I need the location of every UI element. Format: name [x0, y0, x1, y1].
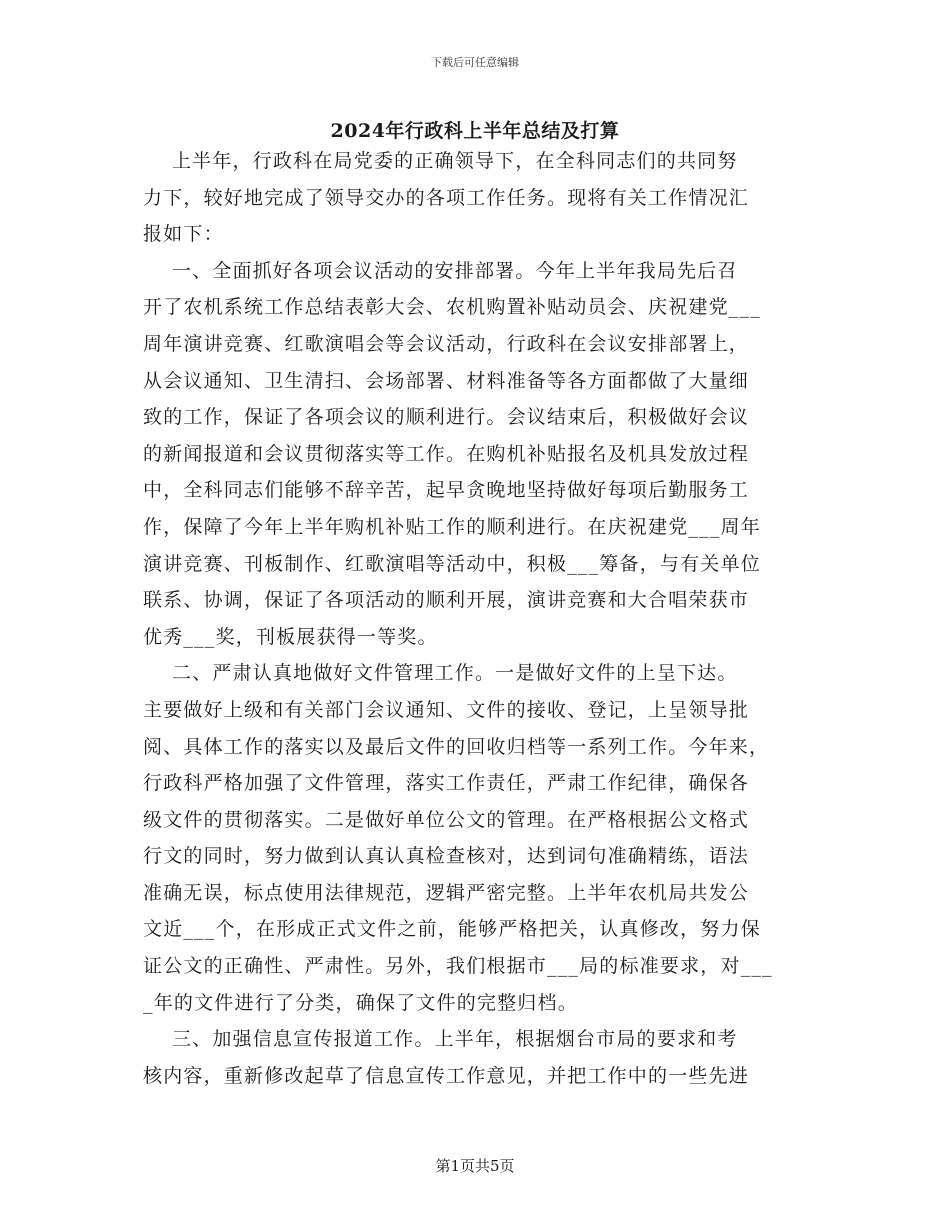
document-title: 2024年行政科上半年总结及打算: [330, 120, 620, 142]
page-number: 第1页共5页: [435, 1157, 515, 1175]
body-line: 行文的同时，努力做到认真认真检查核对，达到词句准确精练，语法: [143, 845, 750, 868]
body-line: 作，保障了今年上半年购机补贴工作的顺利进行。在庆祝建党___周年: [143, 515, 761, 538]
body-line: 的新闻报道和会议贯彻落实等工作。在购机补贴报名及机具发放过程: [143, 442, 750, 465]
body-line: 致的工作，保证了各项会议的顺利进行。会议结束后，积极做好会议: [143, 406, 750, 429]
body-line: 周年演讲竞赛、红歌演唱会等会议活动，行政科在会议安排部署上，: [143, 332, 750, 355]
body-line: _年的文件进行了分类，确保了文件的完整归档。: [143, 991, 578, 1014]
body-line: 中，全科同志们能够不辞辛苦，起早贪晚地坚持做好每项后勤服务工: [143, 479, 750, 502]
body-line: 二、严肃认真地做好文件管理工作。一是做好文件的上呈下达。: [143, 662, 738, 685]
body-line: 开了农机系统工作总结表彰大会、农机购置补贴动员会、庆祝建党___: [143, 296, 761, 319]
body-line: 行政科严格加强了文件管理，落实工作责任，严肃工作纪律，确保各: [143, 772, 750, 795]
body-line: 报如下：: [143, 223, 224, 246]
body-line: 文近___个，在形成正式文件之前，能够严格把关，认真修改，努力保: [143, 918, 761, 941]
body-line: 优秀___奖，刊板展获得一等奖。: [143, 625, 438, 648]
header-note: 下载后可任意编辑: [431, 56, 519, 69]
body-line: 一、全面抓好各项会议活动的安排部署。今年上半年我局先后召: [143, 259, 738, 282]
body-line: 力下，较好地完成了领导交办的各项工作任务。现将有关工作情况汇: [143, 186, 750, 209]
body-line: 联系、协调，保证了各项活动的顺利开展，演讲竞赛和大合唱荣获市: [143, 589, 750, 612]
body-line: 阅、具体工作的落实以及最后文件的回收归档等一系列工作。今年来，: [143, 735, 770, 758]
document-body: [143, 143, 803, 1094]
body-line: 主要做好上级和有关部门会议通知、文件的接收、登记，上呈领导批: [143, 698, 750, 721]
body-line: 三、加强信息宣传报道工作。上半年，根据烟台市局的要求和考: [143, 1028, 738, 1051]
body-line: 从会议通知、卫生清扫、会场部署、材料准备等各方面都做了大量细: [143, 369, 750, 392]
body-line: 上半年，行政科在局党委的正确领导下，在全科同志们的共同努: [143, 150, 738, 172]
body-line: 演讲竞赛、刊板制作、红歌演唱等活动中，积极___筹备，与有关单位: [143, 552, 761, 575]
body-line: 级文件的贯彻落实。二是做好单位公文的管理。在严格根据公文格式: [143, 808, 750, 831]
body-line: 核内容，重新修改起草了信息宣传工作意见，并把工作中的一些先进: [143, 1064, 750, 1087]
body-line: 准确无误，标点使用法律规范，逻辑严密完整。上半年农机局共发公: [143, 881, 750, 904]
body-line: 证公文的正确性、严肃性。另外，我们根据市___局的标准要求，对___: [143, 955, 773, 978]
